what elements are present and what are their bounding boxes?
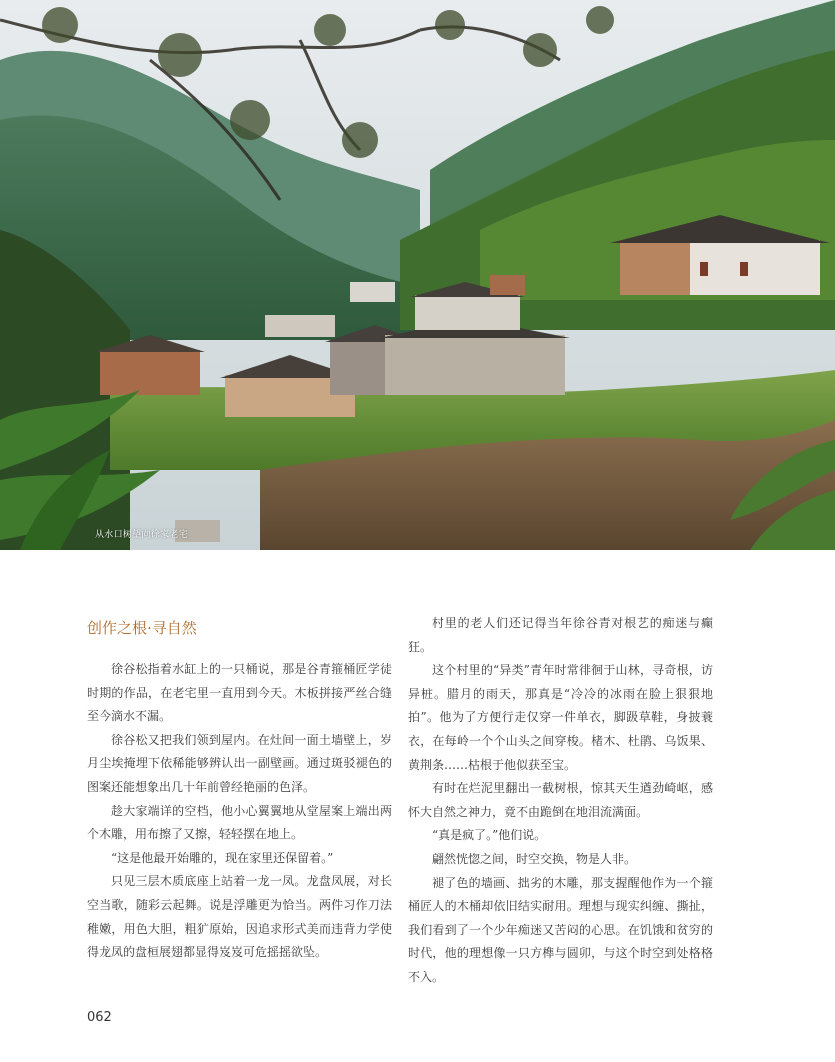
paragraph: 这个村里的“异类”青年时常徘徊于山林，寻奇根，访异桩。腊月的雨天，那真是“冷冷的冰雨在脸上狠狠地拍”。他为了方便行走仅穿一件单衣，脚趿草鞋，身披蓑衣，在每岭一个个山头之间穿梭。楮木、杜鹃、乌饭果、黄荆条……枯根于他似获至宝。 bbox=[408, 663, 713, 772]
article-column-right bbox=[408, 612, 713, 990]
paragraph: 徐谷松指着水缸上的一只桶说，那是谷青箍桶匠学徒时期的作品，在老宅里一直用到今天。木板拼接严丝合缝至今滴水不漏。 bbox=[87, 662, 392, 724]
paragraph: 趁大家端详的空档，他小心翼翼地从堂屋案上端出两个木雕，用布擦了又擦，轻轻摆在地上。 bbox=[87, 803, 392, 842]
paragraph: 有时在烂泥里翻出一截树根，惊其天生遒劲崎岖，感怀大自然之神力，竟不由跪倒在地泪流满面。 bbox=[408, 781, 713, 819]
paragraph: “真是疯了。”他们说。 bbox=[432, 828, 547, 843]
paragraph: 村里的老人们还记得当年徐谷青对根艺的痴迷与癫狂。 bbox=[408, 616, 713, 654]
photo-caption: 从水口树望向徐家老宅 bbox=[95, 530, 189, 540]
article-column-left bbox=[87, 612, 392, 965]
section-heading: 创作之根·寻自然 bbox=[87, 619, 197, 637]
paragraph: 翩然恍惚之间，时空交换，物是人非。 bbox=[432, 851, 637, 866]
paragraph: 只见三层木质底座上站着一龙一凤。龙盘凤展，对长空当歌，随彩云起舞。说是浮雕更为恰当。两件习作刀法稚嫩，用色大胆，粗犷原始，因追求形式美而违背力学使得龙凤的盘桓展翅都显得岌岌可危摇摇欲坠。 bbox=[87, 874, 392, 960]
paragraph: 褪了色的墙画、拙劣的木雕，那支握醒他作为一个箍桶匠人的木桶却依旧结实耐用。理想与现实纠缠、撕扯，我们看到了一个少年痴迷又苦闷的心思。在饥饿和贫穷的时代，他的理想像一只方榫与圆卯，与这个时空到处格格不入。 bbox=[408, 875, 713, 984]
paragraph: 徐谷松又把我们领到屋内。在灶间一面土墙壁上，岁月尘埃掩埋下依稀能够辨认出一副壁画。通过斑驳褪色的图案还能想象出几十年前曾经艳丽的色泽。 bbox=[87, 732, 392, 794]
page-number: 062 bbox=[87, 1010, 112, 1025]
paragraph: “这是他最开始雕的，现在家里还保留着。” bbox=[111, 850, 334, 865]
